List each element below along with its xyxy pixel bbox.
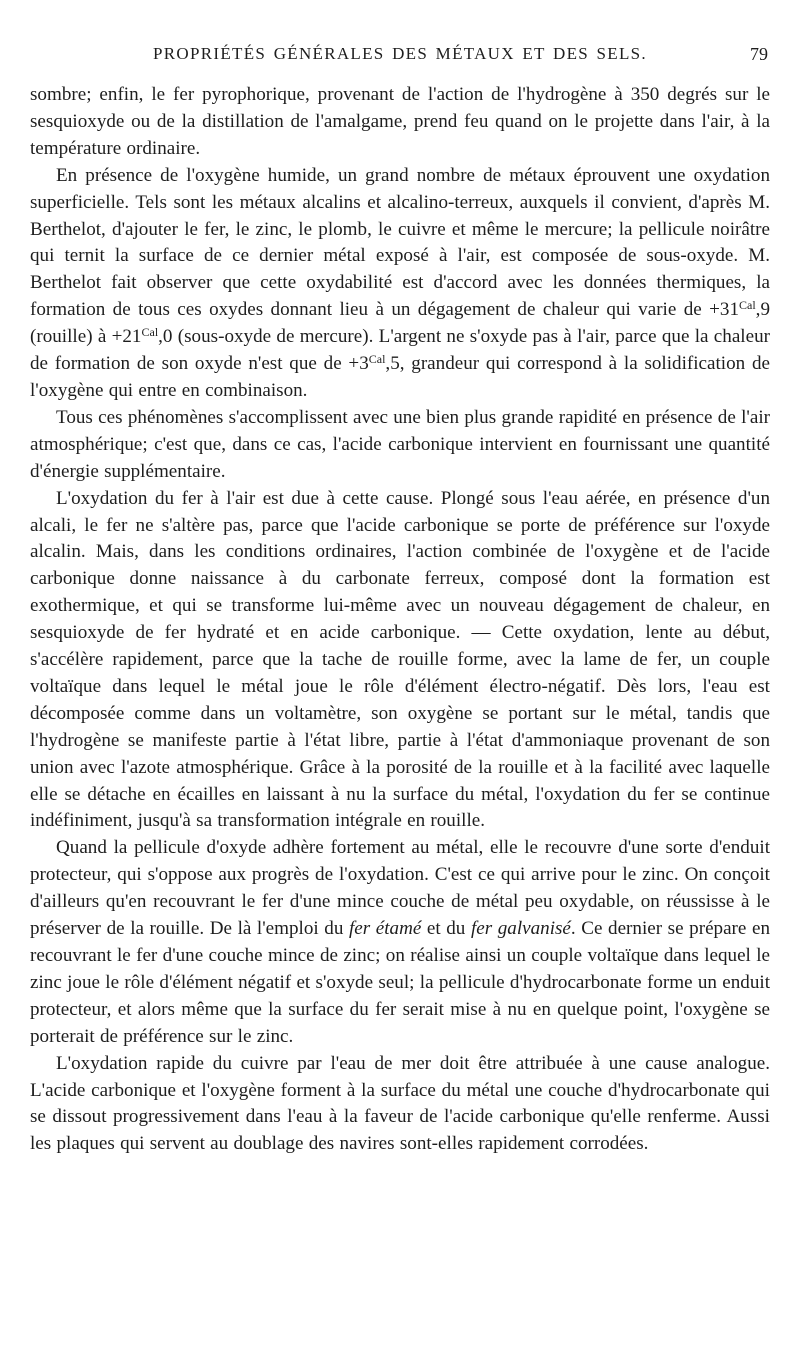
- paragraph-2-part-b: ,9 (rouille) à +21: [30, 299, 770, 348]
- paragraph-5-part-c: . Ce dernier se prépare en recouvrant le fer d'une couche mince de zinc; on réalise ainsi un couple voltaïque dans lequel le zinc joue le rôle d'élément négatif et s'oxyde seul; la pellicule d'hydrocarbonate forme un enduit protecteur, et alors même que la surface du fer serait mise à nu en quelque point, l'oxygène se porterait de préférence sur le zinc.: [30, 918, 770, 1047]
- paragraph-2-part-a: En présence de l'oxygène humide, un grand nombre de métaux éprouvent une oxydation superficielle. Tels sont les métaux alcalins et alcalino-terreux, auxquels il convient, d'après M. Berthelot, d'ajouter le fer, le zinc, le plomb, le cuivre et même le mercure; la pellicule noirâtre qui ternit la surface de ce dernier métal exposé à l'air, est composée de sous-oxyde. M. Berthelot fait observer que cette oxydabilité est d'accord avec les données thermiques, la formation de tous ces oxydes donnant lieu à un dégagement de chaleur qui varie de +31: [30, 164, 770, 321]
- unit-calorie-superscript: Cal: [368, 352, 386, 367]
- paragraph-2-part-d: ,5, grandeur qui correspond à la solidification de l'oxygène qui entre en combinaison.: [30, 353, 770, 401]
- paragraph-6: L'oxydation rapide du cuivre par l'eau de mer doit être attribuée à une cause analogue. L'acide carbonique et l'oxygène forment à la surface du métal une couche d'hydrocarbonate qui se dissout progressivement dans l'eau à la faveur de l'acide carbonique qu'elle renferme. Aussi les plaques qui servent au doublage des navires sont-elles rapidement corrodées.: [30, 1052, 770, 1155]
- term-fer-galvanise: fer galvanisé: [470, 918, 571, 940]
- paragraph-2: [30, 163, 770, 405]
- unit-calorie-superscript: Cal: [141, 325, 159, 340]
- paragraph-5-part-b: et du: [421, 918, 471, 940]
- term-fer-etame: fer étamé: [348, 918, 422, 940]
- running-title: PROPRIÉTÉS GÉNÉRALES DES MÉTAUX ET DES SELS.: [153, 44, 647, 63]
- page-header: [30, 44, 770, 72]
- paragraph-5-part-a: Quand la pellicule d'oxyde adhère fortement au métal, elle le recouvre d'une sorte d'enduit protecteur, qui s'oppose aux progrès de l'oxydation. C'est ce qui arrive pour le zinc. On conçoit d'ailleurs qu'en recouvrant le fer d'une mince couche de métal peu oxydable, on réussisse à le préserver de la rouille. De là l'emploi du: [30, 837, 770, 940]
- unit-calorie-superscript: Cal: [739, 298, 756, 313]
- paragraph-3: Tous ces phénomènes s'accomplissent avec une bien plus grande rapidité en présence de l'air atmosphérique; c'est que, dans ce cas, l'acide carbonique intervient en fournissant une quantité d'énergie supplémentaire.: [30, 406, 770, 482]
- paragraph-5: [30, 835, 770, 1050]
- paragraph-1: sombre; enfin, le fer pyrophorique, provenant de l'action de l'hydrogène à 350 degrés sur le sesquioxyde ou de la distillation de l'amalgame, prend feu quand on le projette dans l'air, à la température ordinaire.: [30, 84, 770, 159]
- page-number: 79: [750, 44, 768, 64]
- body-text: [30, 82, 770, 1158]
- paragraph-2-part-c: ,0 (sous-oxyde de mercure). L'argent ne s'oxyde pas à l'air, parce que la chaleur de formation de son oxyde n'est que de +3: [30, 326, 770, 375]
- paragraph-4: L'oxydation du fer à l'air est due à cette cause. Plongé sous l'eau aérée, en présence d'un alcali, le fer ne s'altère pas, parce que l'acide carbonique se porte de préférence sur l'oxyde alcalin. Mais, dans les conditions ordinaires, l'action combinée de l'oxygène et de l'acide carbonique donne naissance à du carbonate ferreux, composé dont la formation est exothermique, et qui se transforme lui-même avec un nouveau dégagement de chaleur, en sesquioxyde de fer hydraté et en acide carbonique. — Cette oxydation, lente au début, s'accélère rapidement, parce que la tache de rouille forme, avec la lame de fer, un couple voltaïque dans lequel le métal joue le rôle d'élément électro-négatif. Dès lors, l'eau est décomposée comme dans un voltamètre, son oxygène se portant sur le métal, tandis que l'hydrogène se manifeste partie à l'état libre, partie à l'état d'ammoniaque provenant de son union avec l'azote atmosphérique. Grâce à la porosité de la rouille et à la facilité avec laquelle elle se détache en écailles en laissant à nu la surface du métal, l'oxydation du fer se continue indéfiniment, jusqu'à sa transformation intégrale en rouille.: [30, 487, 770, 832]
